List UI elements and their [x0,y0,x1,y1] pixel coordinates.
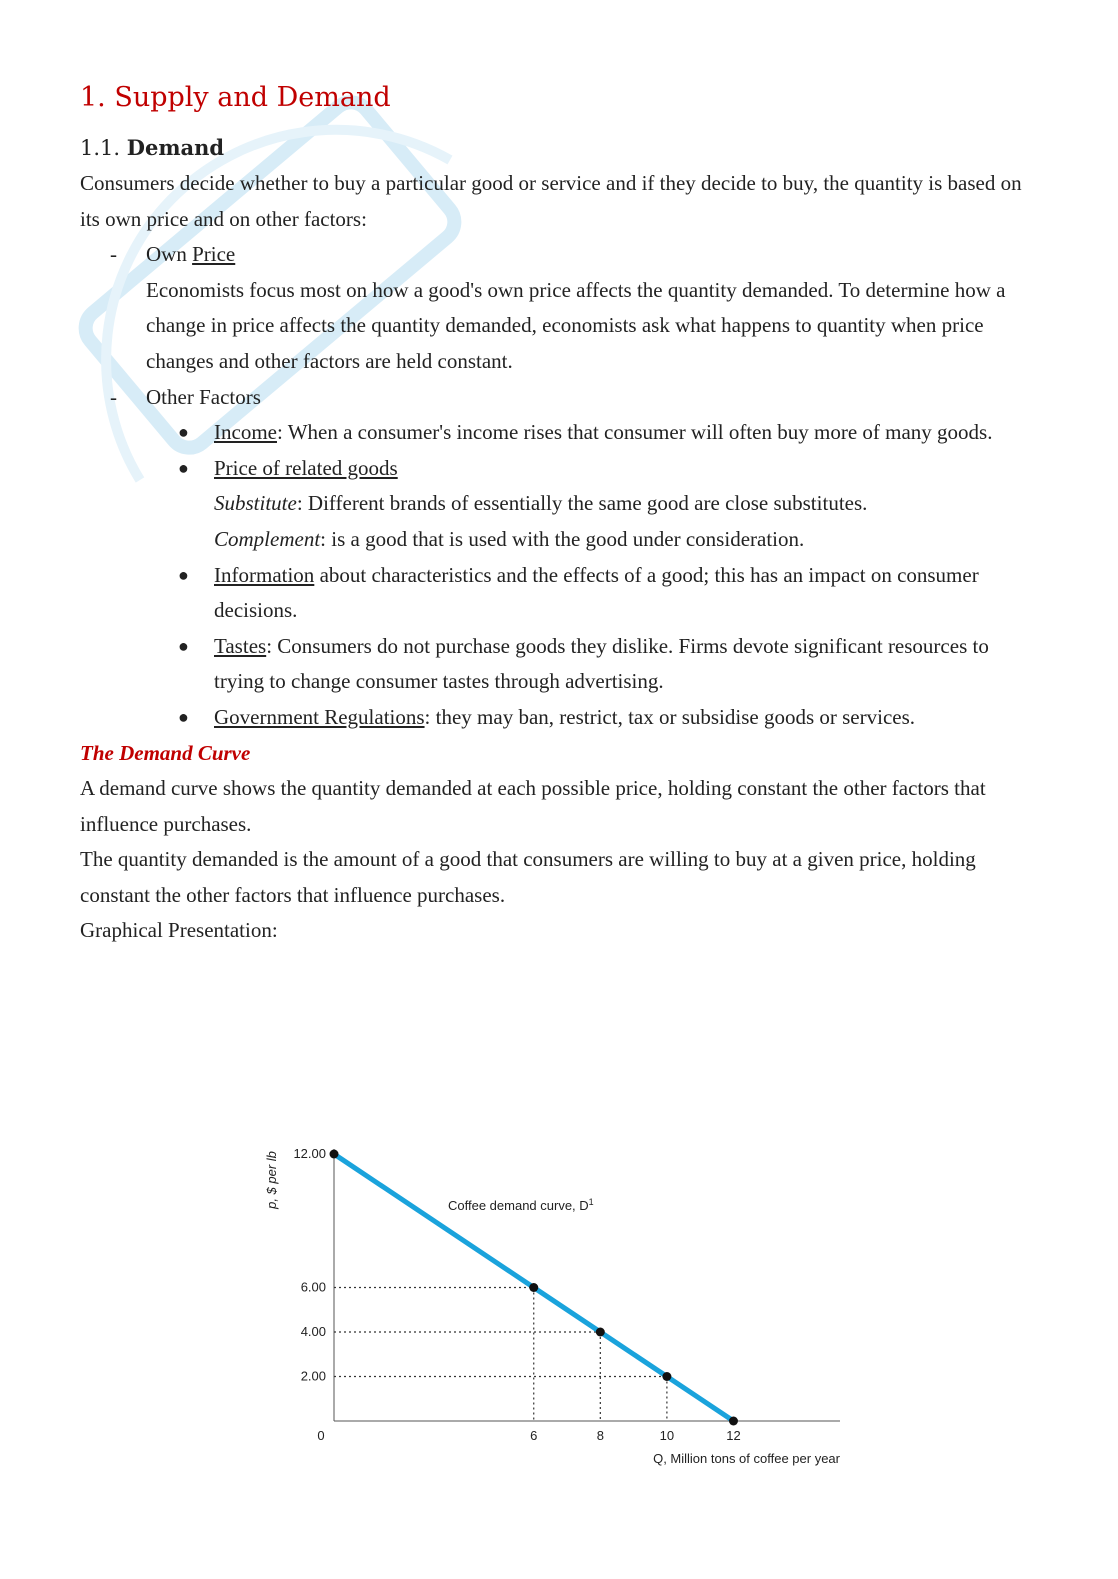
tastes-text: : Consumers do not purchase goods they dislike. Firms devote significant resources to trying to change consumer tastes through advertising. [214,633,989,694]
data-point [596,1328,605,1337]
demand-curve-paragraph-1: A demand curve shows the quantity demanded at each possible price, holding constant the other factors that influence purchases. [80,776,986,836]
data-point [330,1150,339,1159]
x-tick-label: 6 [530,1428,538,1443]
demand-curve-chart [250,1135,860,1480]
data-point [729,1417,738,1426]
subsection-number: 1.1. [80,136,121,160]
complement-line [80,522,1040,558]
bullet-dot-icon: ● [178,564,189,585]
own-price-item [80,237,1040,273]
document-page [80,78,1040,949]
tastes-label: Tastes [214,633,267,658]
complement-label: Complement [214,526,321,551]
own-price-text: Economists focus most on how a good's own price affects the quantity demanded. To determine how a change in price affects the quantity demanded, economists ask what happens to quantity when price changes and other factors are held constant. [146,277,1006,373]
y-axis-label: p, $ per lb [264,1151,279,1209]
data-point [662,1372,671,1381]
bullet-government [80,700,1040,736]
bullet-dot-icon: ● [178,706,189,727]
other-factors-label: Other Factors [146,384,261,409]
data-point [529,1283,538,1292]
bullet-tastes [80,629,1040,700]
substitute-label: Substitute [214,491,297,516]
x-tick-label: 12 [726,1428,741,1443]
substitute-text: : Different brands of essentially the same good are close substitutes. [296,491,868,516]
bullet-related-goods [80,451,1040,487]
government-label: Government Regulations [214,704,425,729]
graph-label: Graphical Presentation: [80,918,278,943]
income-label: Income [214,420,277,445]
bullet-dot-icon: ● [178,635,189,656]
related-goods-label: Price of related goods [214,455,398,480]
x-axis-label: Q, Million tons of coffee per year [653,1451,840,1466]
information-text: about characteristics and the effects of a good; this has an impact on consumer decisions. [214,562,979,623]
information-label: Information [214,562,315,587]
demand-curve-heading: The Demand Curve [80,740,251,765]
curve-label [448,1197,594,1213]
y-tick-label: 4.00 [300,1324,326,1339]
dash-marker: - [110,242,117,267]
dash-marker: - [110,384,117,409]
curve-label-superscript: 1 [588,1197,594,1207]
y-tick-label: 6.00 [300,1279,326,1295]
intro-paragraph: Consumers decide whether to buy a particular good or service and if they decide to buy, the quantity is based on its own price and on other factors: [80,171,1022,231]
bullet-income [80,415,1040,451]
y-tick-label: 12.00 [293,1146,326,1161]
substitute-line [80,486,1040,522]
x-tick-label: 10 [659,1428,675,1443]
subsection-heading [80,130,1040,166]
complement-text: : is a good that is used with the good under consideration. [320,526,805,551]
own-price-label-pre: Own [146,242,193,267]
x-tick-label: 8 [596,1428,604,1443]
section-heading: 1. Supply and Demand [80,82,391,113]
curve-label-text: Coffee demand curve, D [448,1198,589,1213]
origin-label: 0 [317,1428,325,1443]
income-text: : When a consumer's income rises that consumer will often buy more of many goods. [276,420,993,445]
bullet-dot-icon: ● [178,422,189,443]
other-factors-item [80,380,1040,416]
own-price-label: Price [192,242,236,267]
demand-curve-paragraph-2: The quantity demanded is the amount of a good that consumers are willing to buy at a given price, holding constant the other factors that influence purchases. [80,847,976,907]
y-tick-label: 2.00 [300,1368,326,1384]
bullet-dot-icon: ● [178,457,189,478]
bullet-information [80,558,1040,629]
subsection-title: Demand [126,135,225,160]
government-text: : they may ban, restrict, tax or subsidise goods or services. [424,704,916,729]
